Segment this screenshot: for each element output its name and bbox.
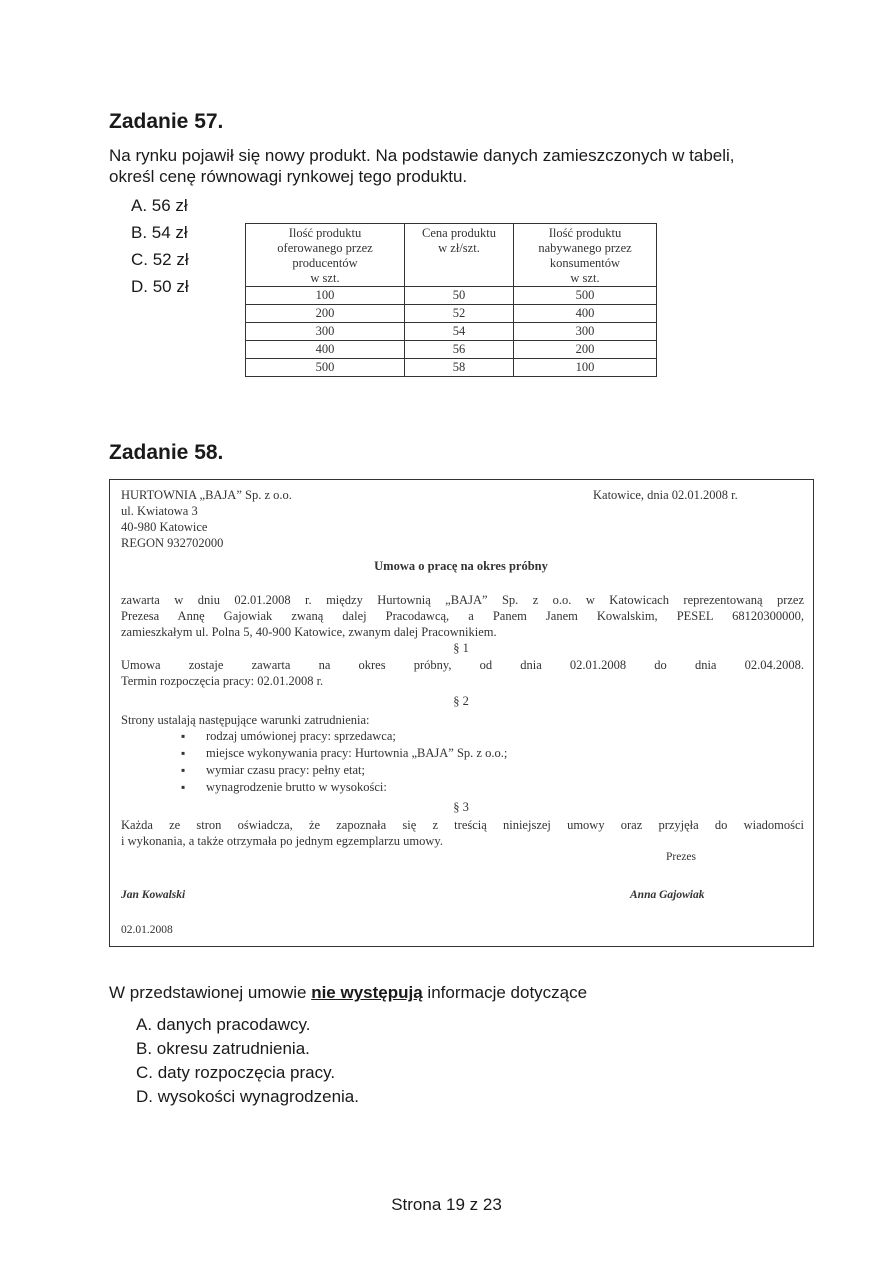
contract-intro-line: zamieszkałym ul. Polna 5, 40-900 Katowice, zwanym dalej Pracownikiem. (121, 625, 497, 639)
table-cell: 300 (246, 323, 405, 341)
table-row (246, 305, 657, 323)
task-58-option-b[interactable]: B. okresu zatrudnienia. (136, 1039, 310, 1058)
section-3-label: § 3 (453, 800, 469, 814)
task-57-question (109, 145, 829, 187)
task-58-option-c[interactable]: C. daty rozpoczęcia pracy. (136, 1063, 336, 1082)
header-text: Ilość produktu (548, 226, 622, 240)
company-regon: REGON 932702000 (121, 536, 224, 550)
header-text: oferowanego przez (277, 241, 373, 255)
header-price (405, 224, 514, 287)
header-text: Cena produktu (422, 226, 496, 240)
company-name: HURTOWNIA „BAJA” Sp. z o.o. (121, 488, 292, 502)
table-cell: 50 (405, 287, 514, 305)
supply-demand-table (245, 223, 657, 377)
table-cell: 200 (514, 341, 657, 359)
header-supply-quantity (246, 224, 405, 287)
task-58-option-a[interactable]: A. danych pracodawcy. (136, 1015, 311, 1034)
task-57-option-c[interactable]: C. 52 zł (131, 250, 189, 269)
bullet-icon: ▪ (181, 729, 186, 743)
bullet-icon: ▪ (181, 746, 186, 760)
task-58-title: Zadanie 58. (109, 441, 224, 464)
table-cell: 56 (405, 341, 514, 359)
task-58-question (109, 983, 587, 1003)
section-2-intro: Strony ustalają następujące warunki zatrudnienia: (121, 713, 370, 727)
table-row (246, 359, 657, 377)
table-cell: 500 (514, 287, 657, 305)
table-cell: 54 (405, 323, 514, 341)
task-57-option-b[interactable]: B. 54 zł (131, 223, 188, 242)
section-3-line: i wykonania, a także otrzymała po jednym egzemplarzu umowy. (121, 834, 443, 848)
task-57-option-a[interactable]: A. 56 zł (131, 196, 188, 215)
contract-intro-line: zawarta w dniu 02.01.2008 r. między Hurtownią „BAJA” Sp. z o.o. w Katowicach reprezentowaną przez (121, 593, 804, 607)
sign-date: 02.01.2008 (121, 924, 173, 936)
company-street: ul. Kwiatowa 3 (121, 504, 198, 518)
section-2-item: miejsce wykonywania pracy: Hurtownia „BAJA” Sp. z o.o.; (206, 746, 508, 760)
header-text: nabywanego przez (538, 241, 632, 255)
section-1-line: Umowa zostaje zawarta na okres próbny, od dnia 02.01.2008 do dnia 02.04.2008. (121, 658, 804, 672)
section-2-item: wymiar czasu pracy: pełny etat; (206, 763, 365, 777)
employee-signature: Jan Kowalski (121, 889, 186, 901)
table-row (246, 323, 657, 341)
employer-signature: Anna Gajowiak (630, 889, 705, 901)
prezes-label: Prezes (666, 851, 697, 863)
section-2-item: rodzaj umówionej pracy: sprzedawca; (206, 729, 396, 743)
table-cell: 100 (246, 287, 405, 305)
section-2-item: wynagrodzenie brutto w wysokości: (206, 780, 387, 794)
bullet-icon: ▪ (181, 763, 186, 777)
section-2-label: § 2 (453, 694, 469, 708)
table-cell: 400 (514, 305, 657, 323)
task-57-question-line: określ cenę równowagi rynkowej tego produktu. (109, 167, 468, 186)
header-text: konsumentów (549, 256, 621, 270)
table-cell: 200 (246, 305, 405, 323)
task-57-question-line: Na rynku pojawił się nowy produkt. Na podstawie danych zamieszczonych w tabeli, (109, 146, 735, 165)
table-cell: 100 (514, 359, 657, 377)
header-text: Ilość produktu (288, 226, 362, 240)
section-1-label: § 1 (453, 641, 469, 655)
table-row (246, 287, 657, 305)
table-row (246, 341, 657, 359)
question-prefix: W przedstawionej umowie (109, 983, 312, 1002)
task-58-options (136, 1015, 359, 1111)
bullet-icon: ▪ (181, 780, 186, 794)
page-number: Strona 19 z 23 (391, 1195, 502, 1214)
task-57-option-d[interactable]: D. 50 zł (131, 277, 189, 296)
question-suffix: informacje dotyczące (422, 983, 588, 1002)
table-cell: 500 (246, 359, 405, 377)
table-cell: 52 (405, 305, 514, 323)
task-57-options (131, 196, 189, 304)
section-1-line: Termin rozpoczęcia pracy: 02.01.2008 r. (121, 674, 324, 688)
table-cell: 300 (514, 323, 657, 341)
task-57-title: Zadanie 57. (109, 110, 224, 133)
header-text: w szt. (310, 271, 340, 285)
place-and-date: Katowice, dnia 02.01.2008 r. (593, 488, 738, 502)
header-text: w zł/szt. (438, 241, 480, 255)
table-cell: 58 (405, 359, 514, 377)
table-cell: 400 (246, 341, 405, 359)
contract-document (109, 479, 814, 947)
header-text: w szt. (570, 271, 600, 285)
company-city: 40-980 Katowice (121, 520, 208, 534)
header-text: producentów (292, 256, 358, 270)
question-emphasis: nie występują (311, 983, 423, 1002)
section-3-line: Każda ze stron oświadcza, że zapoznała się z treścią niniejszej umowy oraz przyjęła do wiadomości (121, 818, 804, 832)
contract-intro-line: Prezesa Annę Gajowiak zwaną dalej Pracodawcą, a Panem Janem Kowalskim, PESEL 68120300000, (121, 609, 804, 623)
contract-title: Umowa o pracę na okres próbny (374, 559, 548, 573)
task-58-option-d[interactable]: D. wysokości wynagrodzenia. (136, 1087, 359, 1106)
header-demand-quantity (514, 224, 657, 287)
